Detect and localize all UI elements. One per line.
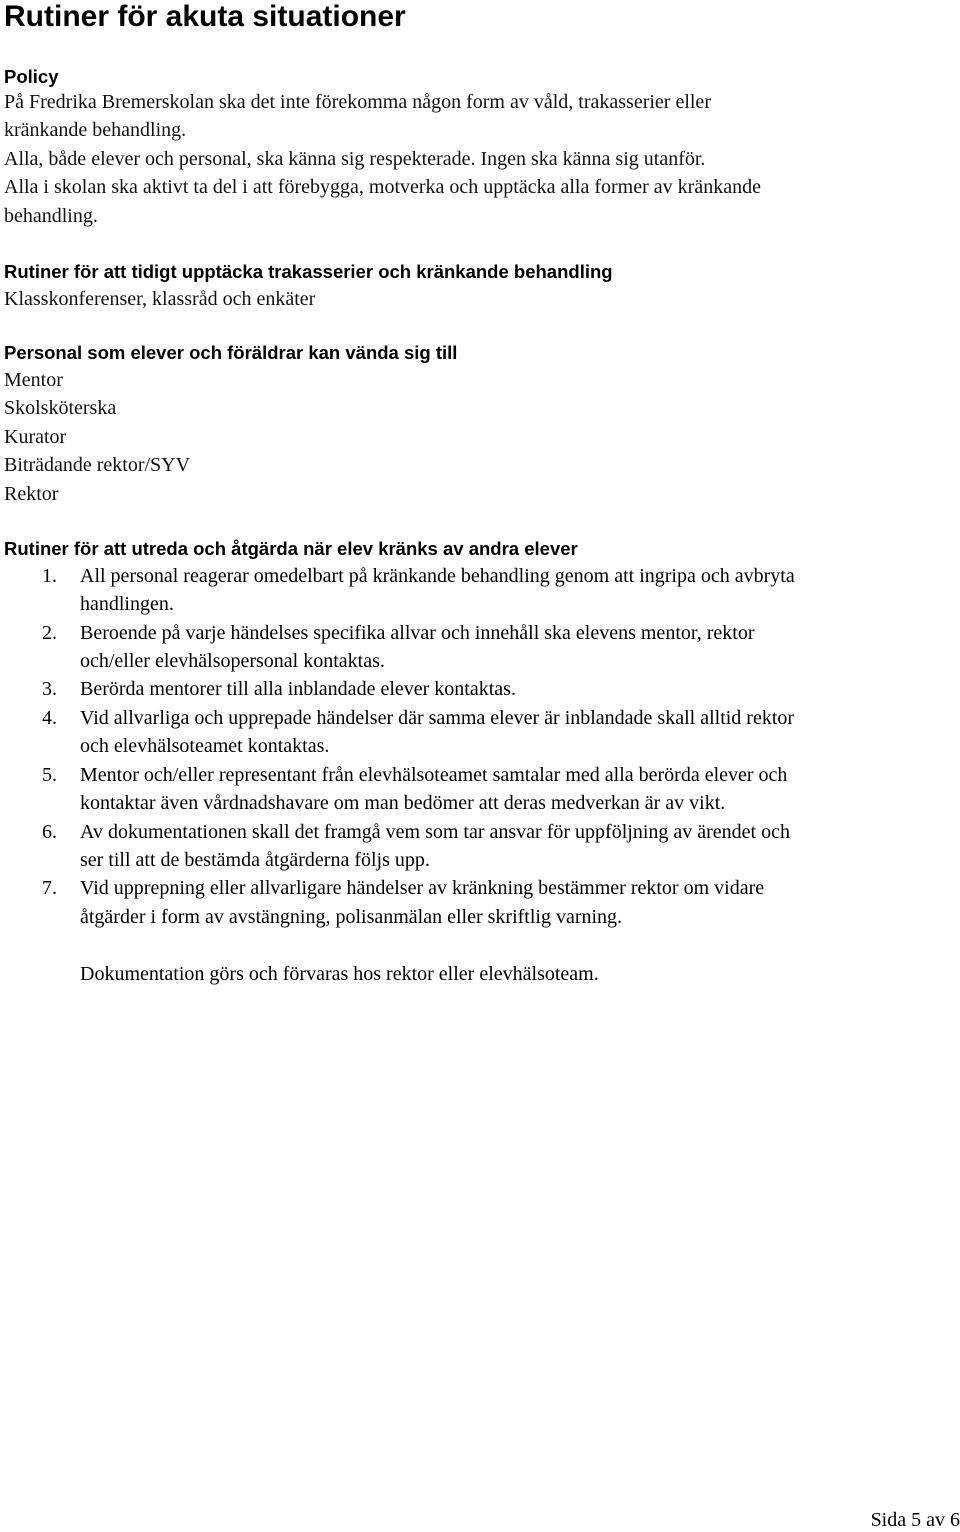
policy-line: Alla, både elever och personal, ska känna sig respekterade. Ingen ska känna sig utanför. — [4, 148, 706, 170]
early-detection-heading: Rutiner för att tidigt upptäcka trakasserier och kränkande behandling — [4, 261, 613, 282]
policy-line: På Fredrika Bremerskolan ska det inte förekomma någon form av våld, trakasserier eller — [4, 91, 711, 113]
list-item-text: ser till att de bestämda åtgärderna följs upp. — [80, 849, 430, 871]
contacts-heading: Personal som elever och föräldrar kan vända sig till — [4, 342, 458, 363]
list-item-number: 2. — [42, 622, 57, 644]
list-item-number: 5. — [42, 764, 57, 786]
documentation-note: Dokumentation görs och förvaras hos rektor eller elevhälsoteam. — [80, 963, 599, 985]
contact-item: Skolsköterska — [4, 397, 117, 419]
list-item-text: åtgärder i form av avstängning, polisanmälan eller skriftlig varning. — [80, 906, 623, 928]
list-item-text: Beroende på varje händelses specifika allvar och innehåll ska elevens mentor, rektor — [80, 622, 755, 644]
list-item-text: Berörda mentorer till alla inblandade elever kontaktas. — [80, 678, 516, 700]
list-item-text: Vid allvarliga och upprepade händelser där samma elever är inblandade skall alltid rektor — [80, 707, 795, 729]
policy-line: kränkande behandling. — [4, 119, 187, 141]
list-item-text: Vid upprepning eller allvarligare händelser av kränkning bestämmer rektor om vidare — [80, 877, 765, 899]
policy-line: Alla i skolan ska aktivt ta del i att förebygga, motverka och upptäcka alla former av kränkande — [4, 176, 761, 198]
contact-item: Mentor — [4, 369, 63, 391]
list-item-text: och/eller elevhälsopersonal kontaktas. — [80, 650, 385, 672]
list-item-number: 4. — [42, 707, 57, 729]
contact-item: Rektor — [4, 483, 59, 505]
policy-line: behandling. — [4, 205, 98, 227]
list-item-text: All personal reagerar omedelbart på kränkande behandling genom att ingripa och avbryta — [80, 565, 795, 587]
page-title: Rutiner för akuta situationer — [4, 0, 406, 33]
list-item-number: 7. — [42, 877, 57, 899]
list-item-text: kontaktar även vårdnadshavare om man bedömer att deras medverkan är av vikt. — [80, 792, 726, 814]
page-number: Sida 5 av 6 — [870, 1509, 960, 1531]
list-item-text: Av dokumentationen skall det framgå vem som tar ansvar för uppföljning av ärendet och — [80, 821, 790, 843]
contact-item: Biträdande rektor/SYV — [4, 454, 191, 476]
list-item-text: handlingen. — [80, 593, 174, 615]
early-detection-text: Klasskonferenser, klassråd och enkäter — [4, 288, 316, 310]
list-item-text: Mentor och/eller representant från elevhälsoteamet samtalar med alla berörda elever och — [80, 764, 788, 786]
list-item-number: 3. — [42, 678, 57, 700]
list-item-text: och elevhälsoteamet kontaktas. — [80, 735, 330, 757]
policy-heading: Policy — [4, 66, 59, 87]
investigation-heading: Rutiner för att utreda och åtgärda när elev kränks av andra elever — [4, 538, 578, 559]
list-item-number: 6. — [42, 821, 57, 843]
list-item-number: 1. — [42, 565, 57, 587]
contact-item: Kurator — [4, 426, 67, 448]
